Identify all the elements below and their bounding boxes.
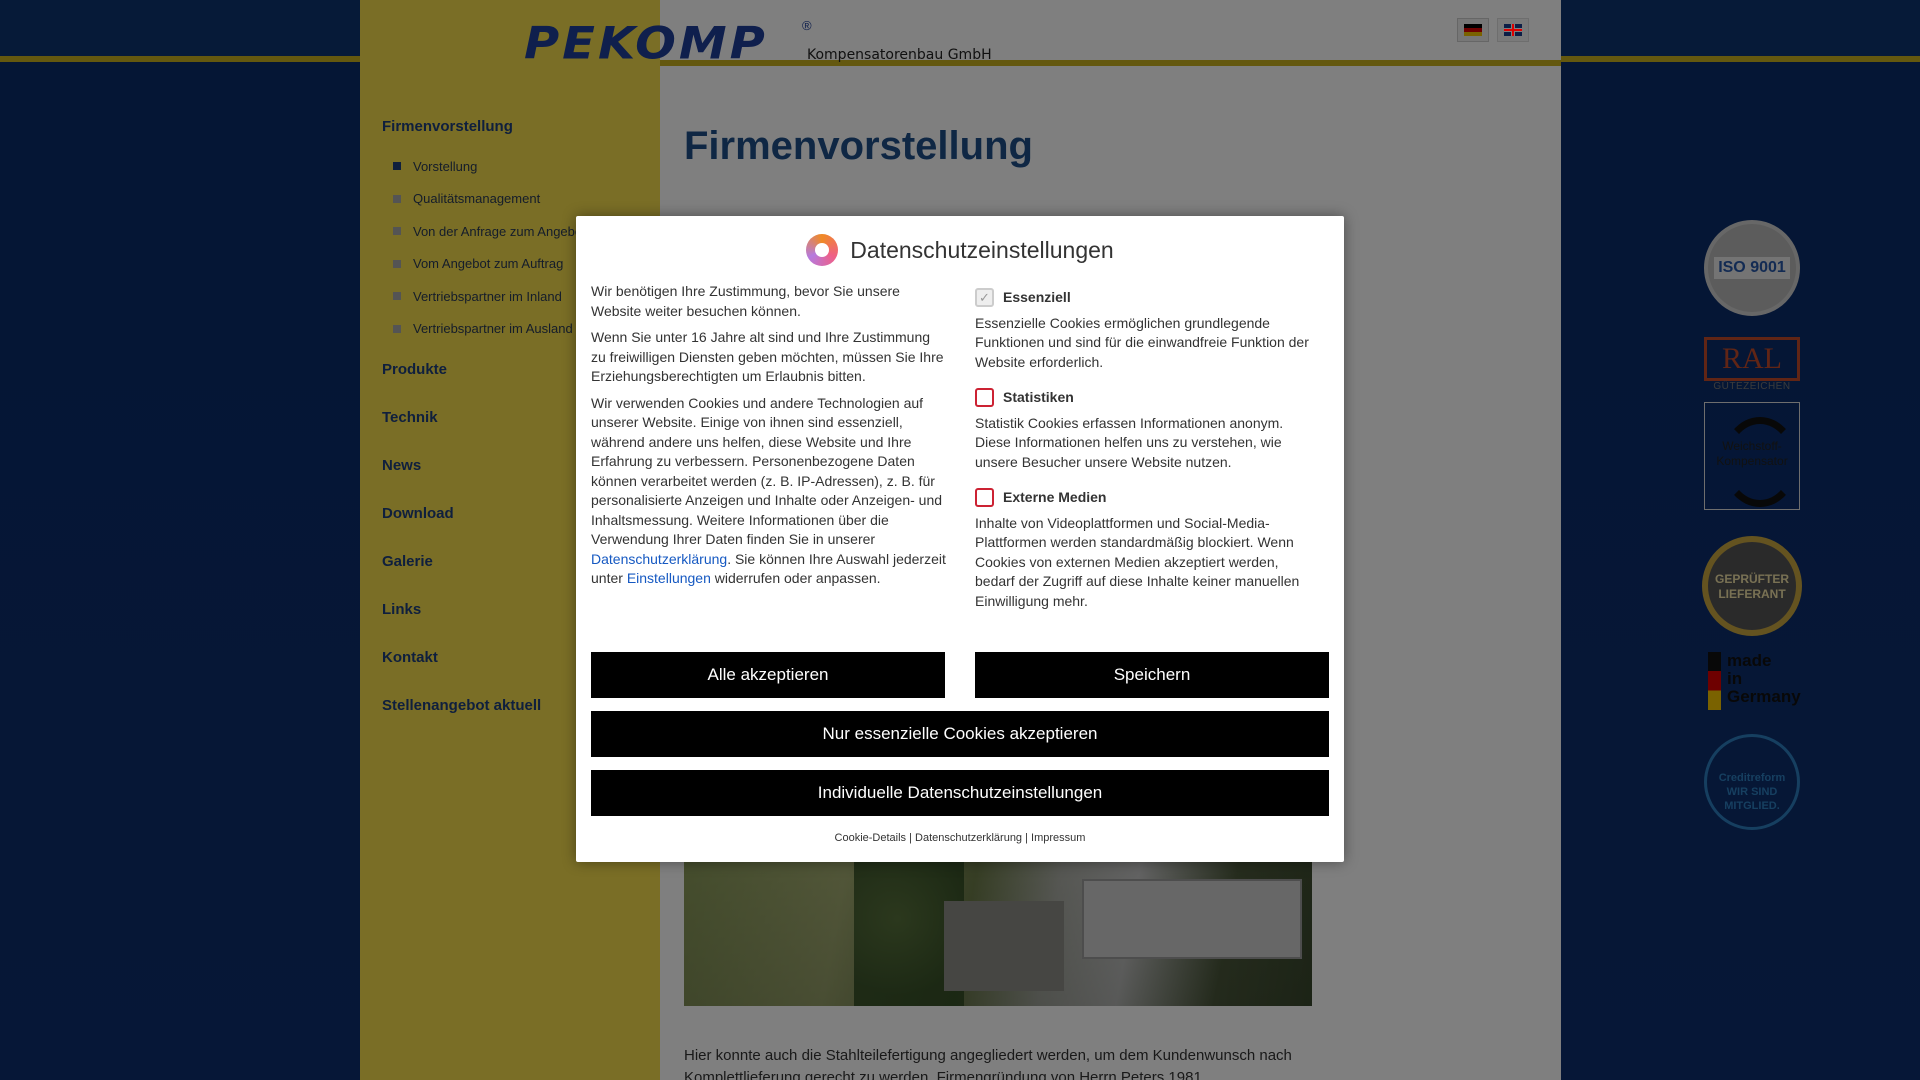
category-description: Inhalte von Videoplattformen und Social-Media-Plattformen werden standardmäßig blockiert. Wenn Cookies von externen Medien akzeptiert werden, bedarf der Zugriff auf diese Inhalte keiner manuellen Einwilligung mehr. [975,514,1300,609]
cookie-consent-dialog [576,216,1344,862]
category-statistiken[interactable] [975,388,1315,408]
settings-link[interactable]: Einstellungen [626,570,711,586]
intro-paragraph [591,394,946,589]
intro-text: widerrufen oder anpassen. [714,570,881,586]
consent-intro [591,282,946,596]
intro-text: . Sie können Ihre Auswahl jederzeit unter [591,550,946,586]
category-description: Essenzielle Cookies ermöglichen grundlegende Funktionen und sind für die einwandfreie Funktion der Website erforderlich. [975,314,1309,370]
consent-categories [975,288,1315,627]
dialog-footer-links: Cookie-Details | Datenschutzerklärung | Impressum [834,832,1086,844]
privacy-policy-link[interactable]: Datenschutzerklärung [591,550,728,567]
category-description: Statistik Cookies erfassen Informationen anonym. Diese Informationen helfen uns zu verstehen, wie unsere Besucher unsere Website nutzen. [975,414,1284,470]
individual-settings-button[interactable]: Individuelle Datenschutzeinstellungen [591,770,1329,816]
footer-privacy-link[interactable]: Datenschutzerklärung [915,832,1023,844]
category-externe-medien[interactable] [975,488,1315,508]
cookie-details-link[interactable]: Cookie-Details [834,832,907,844]
dialog-title [576,234,1344,266]
category-label: Essenziell [1003,289,1071,305]
imprint-link[interactable]: Impressum [1031,832,1086,844]
dialog-title-text: Datenschutzeinstellungen [850,236,1114,263]
intro-paragraph: Wir benötigen Ihre Zustimmung, bevor Sie unsere Website weiter besuchen können. [591,283,900,319]
statistiken-checkbox[interactable] [975,388,994,407]
accept-essential-only-button[interactable]: Nur essenzielle Cookies akzeptieren [591,711,1329,757]
accept-all-button[interactable]: Alle akzeptieren [591,652,945,698]
save-button[interactable]: Speichern [975,652,1329,698]
category-label: Statistiken [1003,389,1074,405]
privacy-flower-icon [806,234,838,266]
category-essenziell[interactable] [975,288,1315,308]
essenziell-checkbox [975,288,994,307]
intro-text: Wir verwenden Cookies und andere Technologien auf unserer Website. Einige von ihnen sind essenziell, während andere uns helfen, diese Website und Ihre Erfahrung zu verbessern. Personenbezogene Daten können verarbeitet werden (z. B. IP-Adressen), z. B. für personalisierte Anzeigen und Inhalte oder Anzeigen- und Inhaltsmessung. Weitere Informationen über die Verwendung Ihrer Daten finden Sie in unserer [591,394,943,547]
intro-paragraph: Wenn Sie unter 16 Jahre alt sind und Ihre Zustimmung zu freiwilligen Diensten geben möchten, müssen Sie Ihre Erziehungsberechtigten um Erlaubnis bitten. [591,329,944,384]
category-label: Externe Medien [1003,489,1107,505]
externe-medien-checkbox[interactable] [975,488,994,507]
